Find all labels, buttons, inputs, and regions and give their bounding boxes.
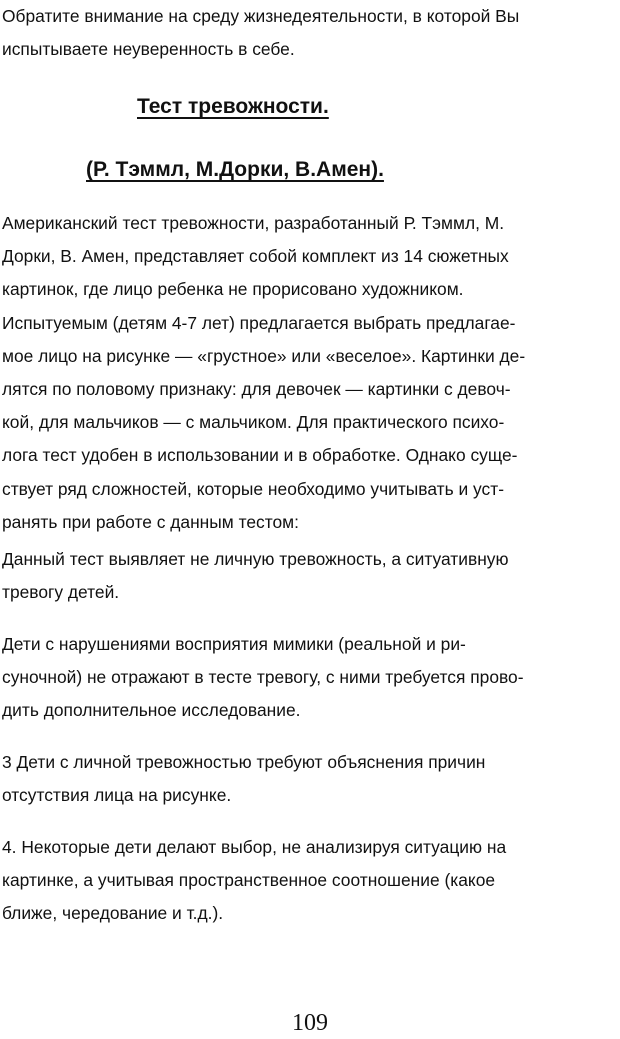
text-line: Дети с нарушениями восприятия мимики (реальной и ри-: [2, 634, 466, 654]
body-paragraph-1: [0, 207, 614, 539]
text-line: испытываете неуверенность в себе.: [2, 39, 295, 60]
text-line: картинок, где лицо ребенка не прорисовано художником.: [2, 279, 464, 300]
page-number: 109: [292, 1010, 328, 1036]
text-line: лятся по половому признаку: для девочек — картинки с девоч-: [2, 379, 511, 400]
text-line: тревогу детей.: [2, 582, 120, 603]
text-line: Обратите внимание на среду жизнедеятельности, в которой Вы: [2, 6, 520, 26]
text-line: дить дополнительное исследование.: [2, 700, 301, 721]
text-line: ствует ряд сложностей, которые необходимо учитывать и уст-: [2, 478, 504, 499]
text-line: ранять при работе с данным тестом:: [2, 511, 299, 532]
text-line: отсутствия лица на рисунке.: [2, 785, 232, 806]
text-line: лога тест удобен в использовании и в обработке. Однако суще-: [2, 445, 518, 466]
section-title: Тест тревожности.: [137, 95, 329, 118]
text-line: кой, для мальчиков — с мальчиком. Для практического психо-: [2, 412, 505, 433]
body-paragraph-4: [0, 746, 614, 812]
section-title-authors: (Р. Тэммл, М.Дорки, В.Амен).: [86, 158, 384, 181]
body-paragraph-3: [0, 628, 614, 728]
text-line: картинке, а учитывая пространственное соотношение (какое: [2, 870, 496, 891]
text-line: суночной) не отражают в тесте тревогу, с ними требуется прово-: [2, 667, 524, 688]
body-paragraph-2: [0, 543, 614, 609]
text-line: ближе, чередование и т.д.).: [2, 903, 224, 924]
intro-paragraph: [0, 0, 614, 66]
text-line: 4. Некоторые дети делают выбор, не анализируя ситуацию на: [2, 837, 507, 857]
text-line: Дорки, В. Амен, представляет собой комплект из 14 сюжетных: [2, 246, 509, 267]
text-line: Американский тест тревожности, разработанный Р. Тэммл, М.: [2, 213, 505, 233]
text-line: мое лицо на рисунке — «грустное» или «веселое». Картинки де-: [2, 345, 526, 366]
text-line: 3 Дети с личной тревожностью требуют объяснения причин: [2, 752, 486, 772]
text-line: Испытуемым (детям 4-7 лет) предлагается выбрать предлагае-: [2, 312, 516, 333]
body-paragraph-5: [0, 831, 614, 931]
text-line: Данный тест выявляет не личную тревожность, а ситуативную: [2, 549, 509, 569]
